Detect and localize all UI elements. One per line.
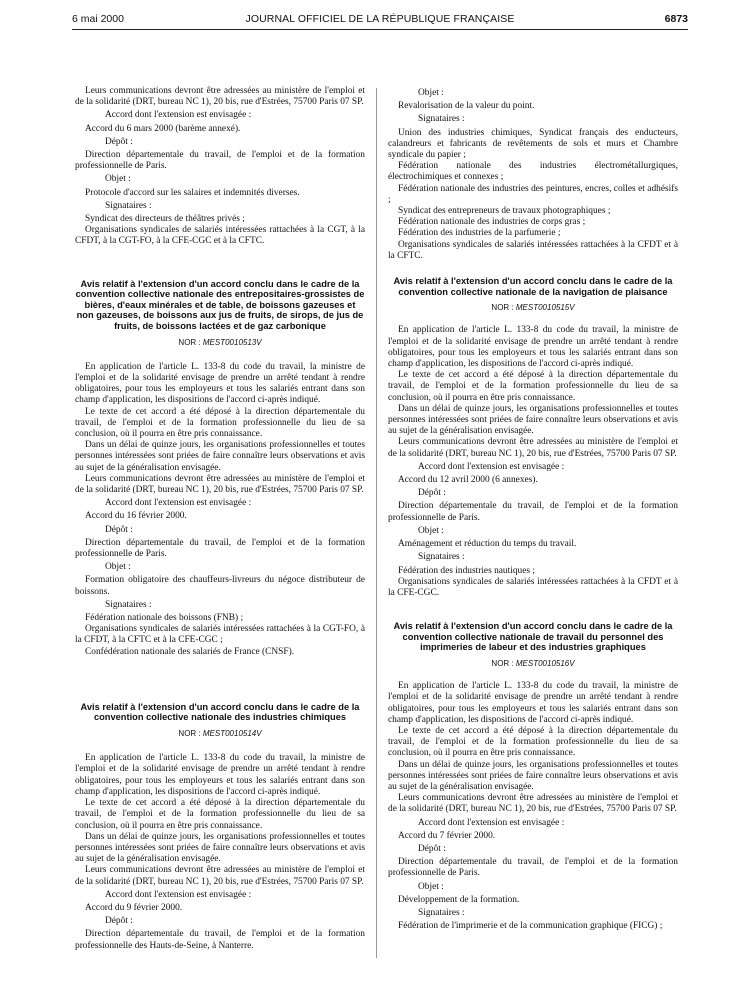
signataires-label: Signataires : [105, 599, 152, 610]
paragraph: Dans un délai de quinze jours, les organisations professionnelles et toutes personnes intéressées sont priées de faire connaître leurs observations et avis au sujet de la généralisation envisagée. [75, 831, 365, 865]
signataire: Confédération nationale des salariés de France (CNSF). [85, 646, 295, 657]
nor-prefix: NOR : [491, 303, 516, 313]
notice-title: Avis relatif à l'extension d'un accord conclu dans le cadre de la convention collective nationale des entrepositaires-grossistes de bières, d'eaux minérales et de table, de boissons gazeuses et non gazeuses, de boissons aux jus de fruits, de sirops, de jus de fruits, de boissons lactées et de gaz carbonique [75, 278, 365, 332]
right-column [388, 86, 678, 932]
paragraph: Leurs communications devront être adressées au ministère de l'emploi et de la solidarité (DRT, bureau NC 1), 20 bis, rue d'Estrées, 75700 Paris 07 SP. [388, 793, 678, 815]
nor-reference [75, 728, 365, 739]
objet-value: Protocole d'accord sur les salaires et indemnités diverses. [85, 187, 300, 198]
signataire: Fédération des industries de la parfumerie ; [398, 228, 561, 239]
depot-label: Dépôt : [418, 488, 446, 499]
paragraph: En application de l'article L. 133-8 du code du travail, la ministre de l'emploi et de la solidarité envisage de prendre un arrêté tendant à rendre obligatoires, pour tous les employeurs et tous les salariés entrant dans son champ d'application, les dispositions de l'accord ci-après indiqué. [388, 681, 678, 725]
notice-title: Avis relatif à l'extension d'un accord conclu dans le cadre de la convention collective nationale des industries chimiques [80, 701, 360, 723]
objet-label: Objet : [105, 562, 131, 573]
nor-prefix: NOR : [491, 658, 516, 668]
nor-reference [75, 337, 365, 348]
signataire: Organisations syndicales de salariés intéressées rattachées à la CGT, à la CFDT, à la CGT-FO, à la CFE-CGC et à la CFTC. [75, 225, 365, 247]
signataire: Fédération nationale des industries de corps gras ; [398, 217, 586, 228]
paragraph: En application de l'article L. 133-8 du code du travail, la ministre de l'emploi et de la solidarité envisage de prendre un arrêté tendant à rendre obligatoires, pour tous les employeurs et tous les salariés entrant dans son champ d'application, les dispositions de l'accord ci-après indiqué. [75, 753, 365, 797]
accord-label: Accord dont l'extension est envisagée : [105, 110, 252, 121]
paragraph: Leurs communications devront être adressées au ministère de l'emploi et de la solidarité (DRT, bureau NC 1), 20 bis, rue d'Estrées, 75700 Paris 07 SP. [75, 86, 365, 108]
signataire: Organisations syndicales de salariés intéressées rattachées à la CGT-FO, à la CFDT, à la CFTC et à la CFE-CGC ; [75, 624, 365, 646]
paragraph: Leurs communications devront être adressées au ministère de l'emploi et de la solidarité (DRT, bureau NC 1), 20 bis, rue d'Estrées, 75700 Paris 07 SP. [75, 473, 365, 496]
nor-prefix: NOR : [178, 729, 203, 739]
notice-title: Avis relatif à l'extension d'un accord conclu dans le cadre de la convention collective nationale de travail du personnel des imprimeries de labeur et des industries graphiques [393, 621, 673, 653]
accord-label: Accord dont l'extension est envisagée : [105, 889, 252, 900]
signataire: Organisations syndicales de salariés intéressées rattachées à la CFDT et à la CFTC. [388, 239, 678, 261]
signataire: Syndicat des entrepreneurs de travaux photographiques ; [398, 206, 611, 217]
accord-value: Accord du 16 février 2000. [85, 511, 187, 522]
header-rule [72, 29, 688, 30]
nor-code: MEST0010516V [515, 658, 575, 668]
accord-value: Accord du 6 mars 2000 (barème annexé). [85, 123, 241, 134]
accord-label: Accord dont l'extension est envisagée : [418, 817, 565, 828]
signataires-label: Signataires : [418, 114, 465, 125]
depot-value: Direction départementale du travail, de l'emploi et de la formation professionnelle de Paris. [75, 537, 365, 560]
objet-label: Objet : [418, 88, 444, 98]
depot-label: Dépôt : [418, 843, 446, 854]
depot-value: Direction départementale du travail, de l'emploi et de la formation professionnelle de Paris. [388, 857, 678, 879]
objet-value: Développement de la formation. [398, 894, 520, 905]
depot-label: Dépôt : [105, 916, 133, 927]
journal-title: JOURNAL OFFICIEL DE LA RÉPUBLIQUE FRANÇAISE [245, 13, 515, 25]
page-header [72, 13, 688, 27]
accord-label: Accord dont l'extension est envisagée : [105, 498, 252, 509]
notice-title: Avis relatif à l'extension d'un accord conclu dans le cadre de la convention collective nationale de la navigation de plaisance [393, 276, 673, 297]
depot-value: Direction départementale du travail, de l'emploi et de la formation professionnelle des Hauts-de-Seine, à Nanterre. [75, 929, 365, 951]
paragraph: Le texte de cet accord a été déposé à la direction départementale du travail, de l'emploi et de la formation professionnelle du lieu de sa conclusion, où il pourra en être pris connaissance. [388, 370, 678, 403]
page-number: 6873 [664, 13, 688, 25]
signataire: Fédération de l'imprimerie et de la communication graphique (FICG) ; [398, 921, 663, 932]
paragraph: En application de l'article L. 133-8 du code du travail, la ministre de l'emploi et de la solidarité envisage de prendre un arrêté tendant à rendre obligatoires, pour tous les employeurs et tous les salariés entrant dans son champ d'application, les dispositions de l'accord ci-après indiqué. [75, 361, 365, 406]
nor-code: MEST0010514V [202, 729, 262, 739]
nor-reference [388, 302, 678, 313]
objet-value: Formation obligatoire des chauffeurs-livreurs du négoce distributeur de boissons. [75, 575, 365, 597]
objet-label: Objet : [418, 881, 444, 892]
accord-value: Accord du 12 avril 2000 (6 annexes). [398, 475, 538, 486]
signataire: Fédération des industries nautiques ; [398, 565, 535, 576]
paragraph: Le texte de cet accord a été déposé à la direction départementale du travail, de l'emploi et de la formation professionnelle du lieu de sa conclusion, où il pourra en être pris connaissance. [75, 406, 365, 440]
signataire: Syndicat des directeurs de théâtres privés ; [85, 214, 245, 225]
nor-code: MEST0010515V [515, 303, 575, 313]
objet-label: Objet : [105, 174, 131, 185]
signataire: Fédération nationale des boissons (FNB) ; [85, 613, 244, 624]
paragraph: Dans un délai de quinze jours, les organisations professionnelles et toutes personnes intéressées sont priées de faire connaître leurs observations et avis au sujet de la généralisation envisagée. [388, 759, 678, 792]
depot-value: Direction départementale du travail, de l'emploi et de la formation professionnelle de Paris. [388, 501, 678, 523]
signataires-label: Signataires : [105, 200, 152, 211]
signataires-label: Signataires : [418, 907, 465, 918]
signataire: Organisations syndicales de salariés intéressées rattachées à la CFDT et à la CFE-CGC. [388, 576, 678, 598]
header-date: 6 mai 2000 [72, 13, 124, 25]
signataire: Fédération nationale des industries électrométallurgiques, électrochimiques et connexes ; [388, 161, 678, 183]
depot-value: Direction départementale du travail, de l'emploi et de la formation professionnelle de Paris. [75, 150, 365, 172]
left-column [75, 86, 365, 952]
signataire: Fédération nationale des industries des peintures, encres, colles et adhésifs ; [388, 183, 678, 205]
accord-value: Accord du 9 février 2000. [85, 902, 183, 913]
accord-value: Accord du 7 février 2000. [398, 830, 496, 841]
signataire: Union des industries chimiques, Syndicat français des enducteurs, calandreurs et fabricants de revêtements de sols et murs et Chambre syndicale du papier ; [388, 127, 678, 161]
paragraph: En application de l'article L. 133-8 du code du travail, la ministre de l'emploi et de la solidarité envisage de prendre un arrêté tendant à rendre obligatoires, pour tous les employeurs et tous les salariés entrant dans son champ d'application, les dispositions de l'accord ci-après indiqué. [388, 325, 678, 370]
nor-prefix: NOR : [178, 337, 203, 347]
depot-label: Dépôt : [105, 524, 133, 535]
paragraph: Le texte de cet accord a été déposé à la direction départementale du travail, de l'emploi et de la formation professionnelle du lieu de sa conclusion, où il pourra en être pris connaissance. [388, 725, 678, 759]
signataires-label: Signataires : [418, 552, 465, 563]
paragraph: Dans un délai de quinze jours, les organisations professionnelles et toutes personnes intéressées sont priées de faire connaître leurs observations et avis au sujet de la généralisation envisagée. [75, 440, 365, 473]
paragraph: Leurs communications devront être adressées au ministère de l'emploi et de la solidarité (DRT, bureau NC 1), 20 bis, rue d'Estrées, 75700 Paris 07 SP. [388, 437, 678, 459]
paragraph: Le texte de cet accord a été déposé à la direction départementale du travail, de l'emploi et de la formation professionnelle du lieu de sa conclusion, où il pourra en être pris connaissance. [75, 798, 365, 831]
nor-reference [388, 658, 678, 669]
paragraph: Leurs communications devront être adressées au ministère de l'emploi et de la solidarité (DRT, bureau NC 1), 20 bis, rue d'Estrées, 75700 Paris 07 SP. [75, 865, 365, 887]
nor-code: MEST0010513V [202, 337, 262, 347]
paragraph: Dans un délai de quinze jours, les organisations professionnelles et toutes personnes intéressées sont priées de faire connaître leurs observations et avis au sujet de la généralisation envisagée. [388, 403, 678, 437]
column-divider [376, 88, 377, 958]
depot-label: Dépôt : [105, 136, 133, 147]
objet-value: Revalorisation de la valeur du point. [398, 101, 535, 112]
objet-label: Objet : [418, 525, 444, 536]
objet-value: Aménagement et réduction du temps du travail. [398, 539, 577, 550]
accord-label: Accord dont l'extension est envisagée : [418, 461, 565, 472]
